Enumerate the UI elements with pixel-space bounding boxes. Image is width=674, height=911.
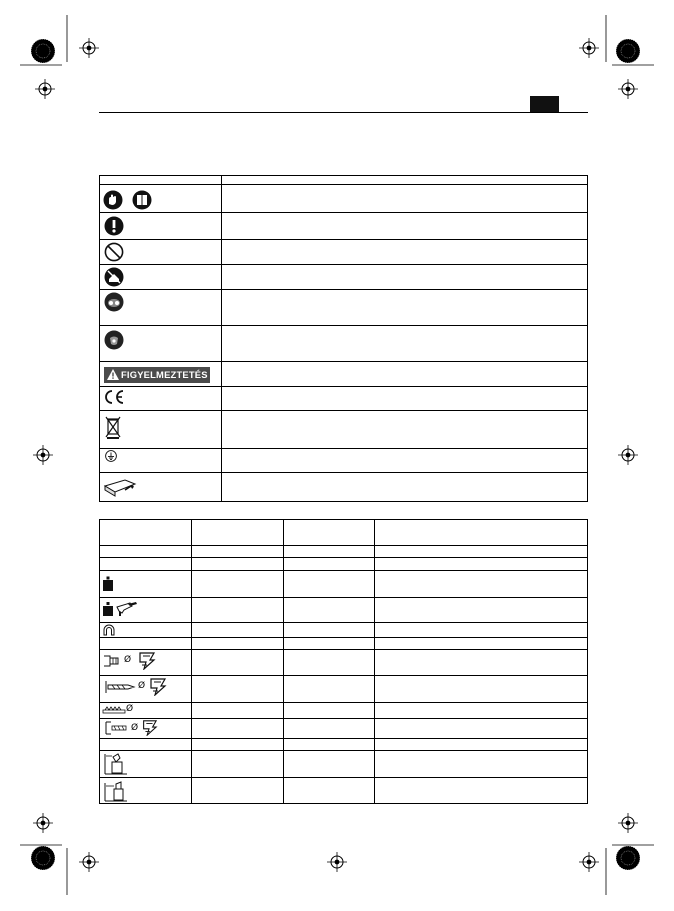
table-row-border (99, 750, 588, 751)
header-rule (99, 112, 588, 113)
specs-col-divider (191, 519, 192, 804)
table-row-border (99, 410, 588, 411)
stand-tilted-icon (102, 780, 128, 802)
diameter-symbol: Ø (138, 681, 146, 691)
table-row-border (99, 777, 588, 778)
pipe-icon (138, 719, 160, 736)
magnet-icon (102, 624, 116, 636)
twist-drill-icon (104, 679, 136, 695)
pipe-icon (134, 651, 158, 670)
table-row-border (99, 622, 588, 623)
table-row-border (99, 557, 588, 558)
ear-protection-icon (104, 292, 124, 312)
counter-sink-icon (104, 721, 130, 735)
table-row-border (99, 718, 588, 719)
table-row-border (99, 264, 588, 265)
warning-label-text: FIGYELMEZTETÉS (121, 369, 208, 380)
table-row-border (99, 702, 588, 703)
ce-mark-icon (103, 389, 125, 405)
specs-col-divider (374, 519, 375, 804)
weight-icon (102, 576, 114, 592)
symbols-table (99, 175, 588, 502)
table-row-border (99, 386, 588, 387)
table-row-border (99, 239, 588, 240)
table-row-border (99, 289, 588, 290)
pipe-icon (145, 677, 169, 696)
table-row-border (99, 675, 588, 676)
table-row-border (99, 184, 588, 185)
table-row-border (99, 597, 588, 598)
symbols-table-divider (221, 175, 222, 502)
table-row-border (99, 472, 588, 473)
table-row-border (99, 545, 588, 546)
stand-vertical-icon (102, 753, 128, 775)
warning-triangle-icon (107, 369, 119, 380)
hand-protection-icon (103, 190, 123, 210)
specs-table (99, 519, 588, 804)
table-row-border (99, 738, 588, 739)
specs-col-divider (283, 519, 284, 804)
table-row-border (99, 361, 588, 362)
dust-mask-icon (104, 330, 124, 350)
warning-label (104, 367, 210, 383)
table-row-border (99, 649, 588, 650)
table-row-border (99, 570, 588, 571)
language-tab (530, 96, 559, 113)
prohibition-icon (104, 242, 124, 262)
read-manual-icon (132, 190, 152, 210)
table-row-border (99, 448, 588, 449)
crossed-bin-icon (104, 414, 122, 440)
table-row-border (99, 212, 588, 213)
no-household-waste-icon (104, 267, 124, 287)
tool-clamping-icon (103, 476, 139, 498)
ground-symbol-icon (105, 450, 117, 462)
diameter-symbol: Ø (124, 655, 132, 665)
table-row-border (99, 637, 588, 638)
diameter-symbol: Ø (131, 723, 139, 733)
exclamation-icon (104, 216, 124, 236)
saw-blade-icon (102, 705, 126, 715)
table-row-border (99, 325, 588, 326)
weight-with-tool-icon (102, 601, 140, 618)
diameter-symbol: Ø (126, 704, 134, 714)
core-drill-icon (102, 653, 122, 669)
